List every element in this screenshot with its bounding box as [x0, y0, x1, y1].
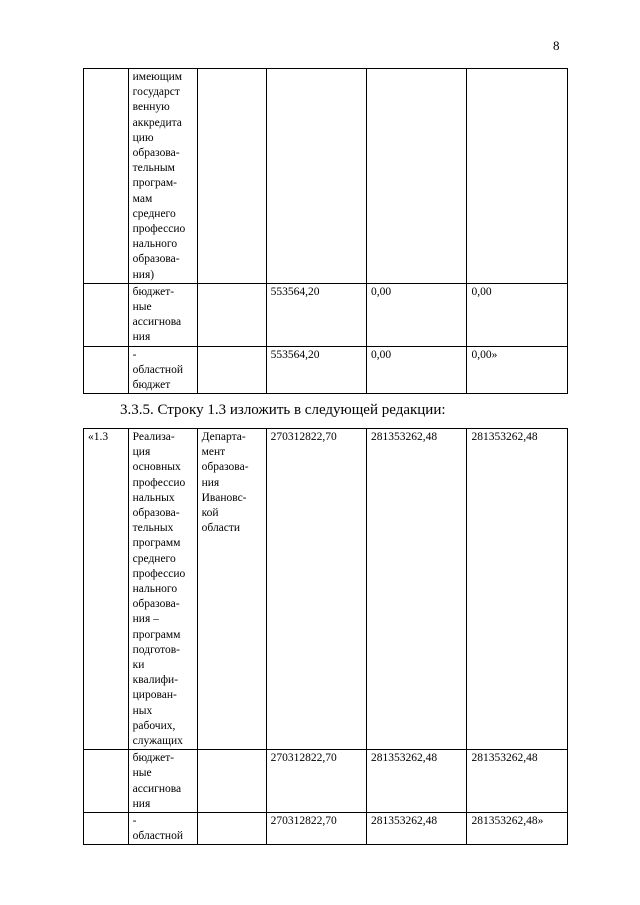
- description-text: бюджет- ные ассигнова ния: [132, 285, 182, 344]
- value-cell: 553564,20: [266, 346, 366, 394]
- table-row: [84, 813, 568, 845]
- row-number-cell: «1.3: [84, 429, 129, 750]
- value-cell: 0,00: [367, 346, 467, 394]
- value-cell: [266, 69, 366, 284]
- value-cell: 270312822,70: [266, 429, 366, 750]
- description-cell: [128, 429, 197, 750]
- value-cell: 281353262,48: [467, 750, 568, 813]
- description-text: бюджет- ные ассигнова ния: [132, 752, 182, 810]
- table-row: [84, 750, 568, 813]
- description-cell: [128, 813, 197, 845]
- value-cell: 281353262,48»: [467, 813, 568, 845]
- executor-text: Департа- мент образова- ния Ивановс- кой области: [201, 431, 249, 535]
- executor-cell: [197, 69, 266, 284]
- value-cell: 281353262,48: [367, 813, 467, 845]
- row-number-cell: [84, 813, 129, 845]
- budget-table-row-1-3: [83, 428, 568, 845]
- description-text: - областной: [132, 815, 183, 843]
- executor-cell: [197, 750, 266, 813]
- value-cell: 0,00: [367, 283, 467, 346]
- value-cell: 270312822,70: [266, 813, 366, 845]
- value-cell: 281353262,48: [367, 750, 467, 813]
- description-text: - областной бюджет: [132, 348, 183, 392]
- page-number: 8: [553, 38, 560, 53]
- table-row: [84, 429, 568, 750]
- table-row: [84, 69, 568, 284]
- value-cell: 0,00: [467, 283, 568, 346]
- section-heading: 3.3.5. Строку 1.3 изложить в следующей редакции:: [120, 402, 446, 418]
- row-number-cell: [84, 69, 129, 284]
- value-cell: 553564,20: [266, 283, 366, 346]
- executor-cell: [197, 283, 266, 346]
- description-cell: [128, 69, 197, 284]
- description-text: Реализа- ция основных профессио нальных образова- тельных программ среднего профессио нального образова- ния – программ подготов- ки квалифи- цирован- ных рабочих, служащих: [132, 431, 186, 748]
- description-text: имеющим государст венную аккредита цию образова- тельным програм- мам среднего профессио нального образова- ния): [132, 71, 186, 281]
- executor-cell: [197, 813, 266, 845]
- executor-cell: [197, 346, 266, 394]
- description-cell: [128, 283, 197, 346]
- executor-cell: [197, 429, 266, 750]
- value-cell: 281353262,48: [467, 429, 568, 750]
- description-cell: [128, 346, 197, 394]
- table-row: [84, 346, 568, 394]
- value-cell: [467, 69, 568, 284]
- row-number-cell: [84, 346, 129, 394]
- value-cell: 281353262,48: [367, 429, 467, 750]
- value-cell: [367, 69, 467, 284]
- row-number-cell: [84, 283, 129, 346]
- value-cell: 0,00»: [467, 346, 568, 394]
- budget-table-continuation: [83, 68, 568, 394]
- row-number-cell: [84, 750, 129, 813]
- table-row: [84, 283, 568, 346]
- value-cell: 270312822,70: [266, 750, 366, 813]
- description-cell: [128, 750, 197, 813]
